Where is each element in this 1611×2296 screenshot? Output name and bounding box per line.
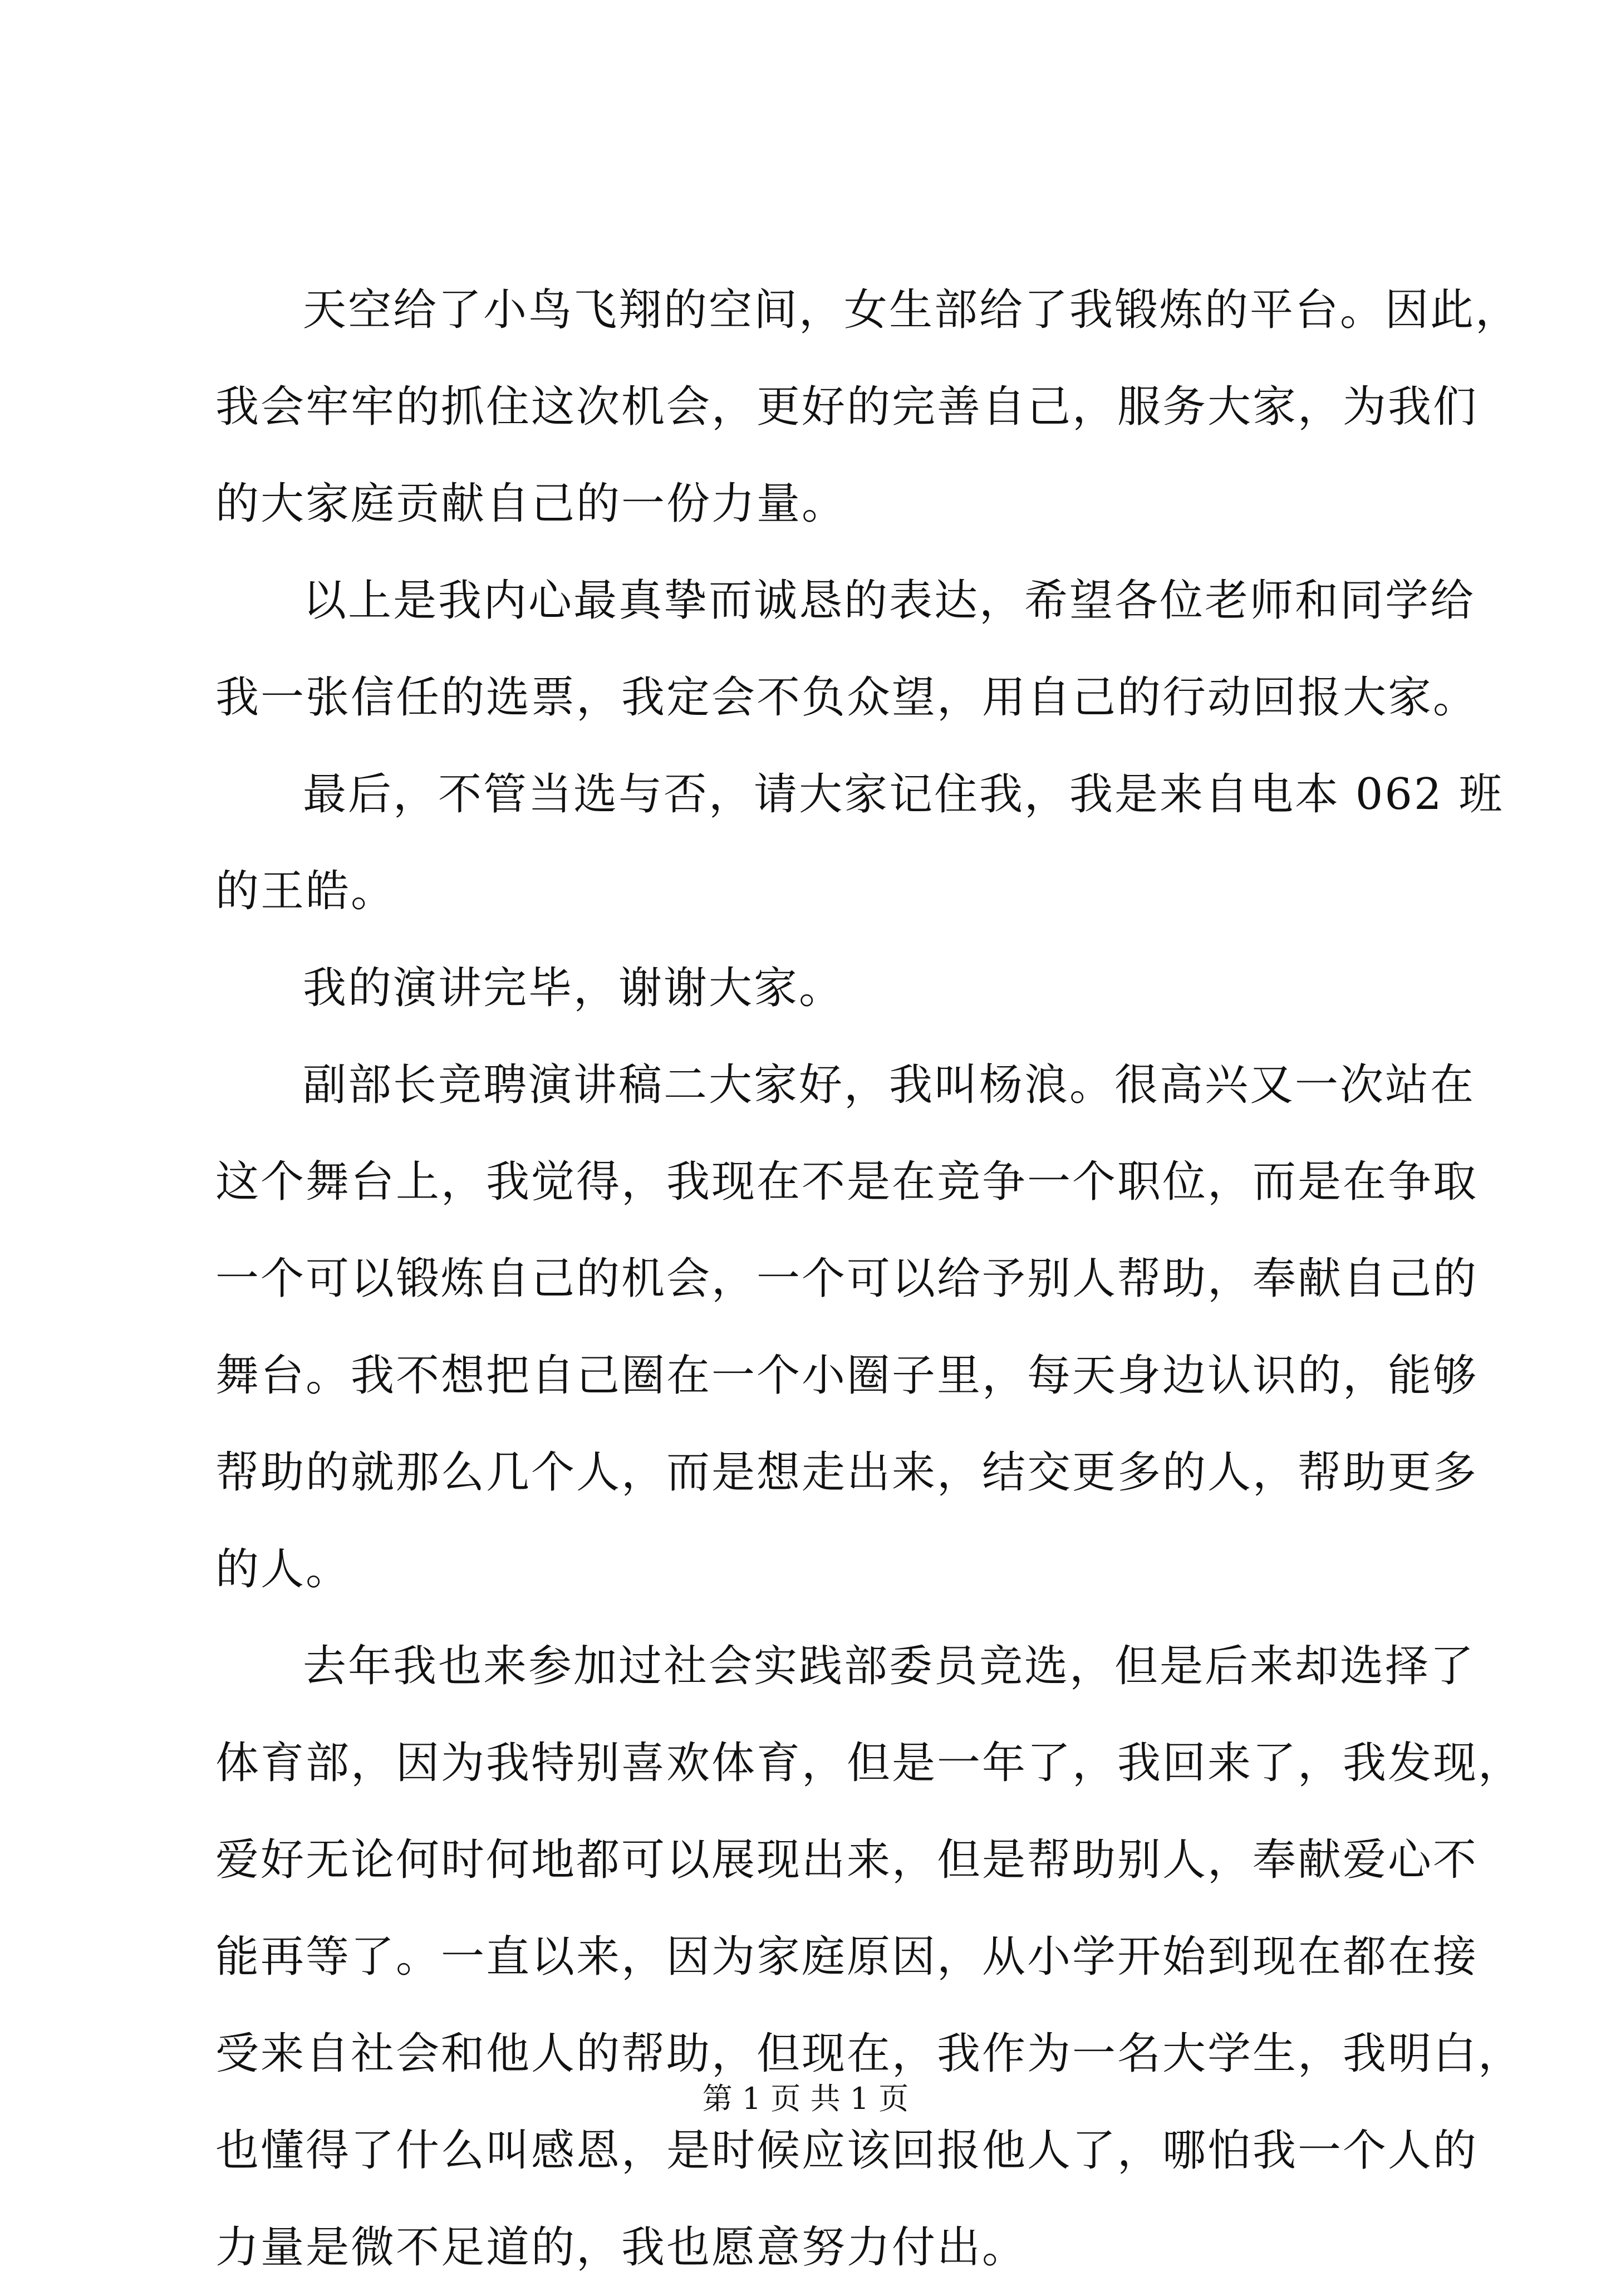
text-line: 的大家庭贡献自己的一份力量。 xyxy=(215,479,847,529)
text-line: 最后，不管当选与否，请大家记住我，我是来自电本 062 班 xyxy=(303,769,1504,820)
text-line: 一个可以锻炼自己的机会，一个可以给予别人帮助，奉献自己的 xyxy=(215,1254,1479,1304)
text-line: 去年我也来参加过社会实践部委员竞选，但是后来却选择了 xyxy=(303,1641,1476,1691)
document-body xyxy=(215,262,1524,2296)
text-line: 的王皓。 xyxy=(215,866,396,916)
text-line: 天空给了小鸟飞翔的空间，女生部给了我锻炼的平台。因此， xyxy=(303,285,1521,335)
text-line: 我的演讲完毕，谢谢大家。 xyxy=(303,963,844,1013)
text-line: 力量是微不足道的，我也愿意努力付出。 xyxy=(215,2223,1028,2273)
text-line: 爱好无论何时何地都可以展现出来，但是帮助别人，奉献爱心不 xyxy=(215,1835,1479,1885)
text-line: 能再等了。一直以来，因为家庭原因，从小学开始到现在都在接 xyxy=(215,1932,1479,1982)
text-line: 我一张信任的选票，我定会不负众望，用自己的行动回报大家。 xyxy=(215,673,1479,723)
text-line: 这个舞台上，我觉得，我现在不是在竞争一个职位，而是在争取 xyxy=(215,1157,1479,1207)
text-line: 受来自社会和他人的帮助，但现在，我作为一名大学生，我明白， xyxy=(215,2029,1524,2079)
text-line: 的人。 xyxy=(215,1544,351,1595)
text-line: 以上是我内心最真挚而诚恳的表达，希望各位老师和同学给 xyxy=(303,576,1476,626)
text-line: 副部长竞聘演讲稿二大家好，我叫杨浪。很高兴又一次站在 xyxy=(303,1060,1476,1110)
text-line: 体育部，因为我特别喜欢体育，但是一年了，我回来了，我发现， xyxy=(215,1738,1524,1788)
text-line: 也懂得了什么叫感恩，是时候应该回报他人了，哪怕我一个人的 xyxy=(215,2126,1479,2176)
text-line: 帮助的就那么几个人，而是想走出来，结交更多的人，帮助更多 xyxy=(215,1448,1479,1498)
text-line: 我会牢牢的抓住这次机会，更好的完善自己，服务大家，为我们 xyxy=(215,382,1479,432)
page-footer: 第 1 页 共 1 页 xyxy=(702,2081,909,2116)
text-line: 舞台。我不想把自己圈在一个小圈子里，每天身边认识的，能够 xyxy=(215,1351,1479,1401)
